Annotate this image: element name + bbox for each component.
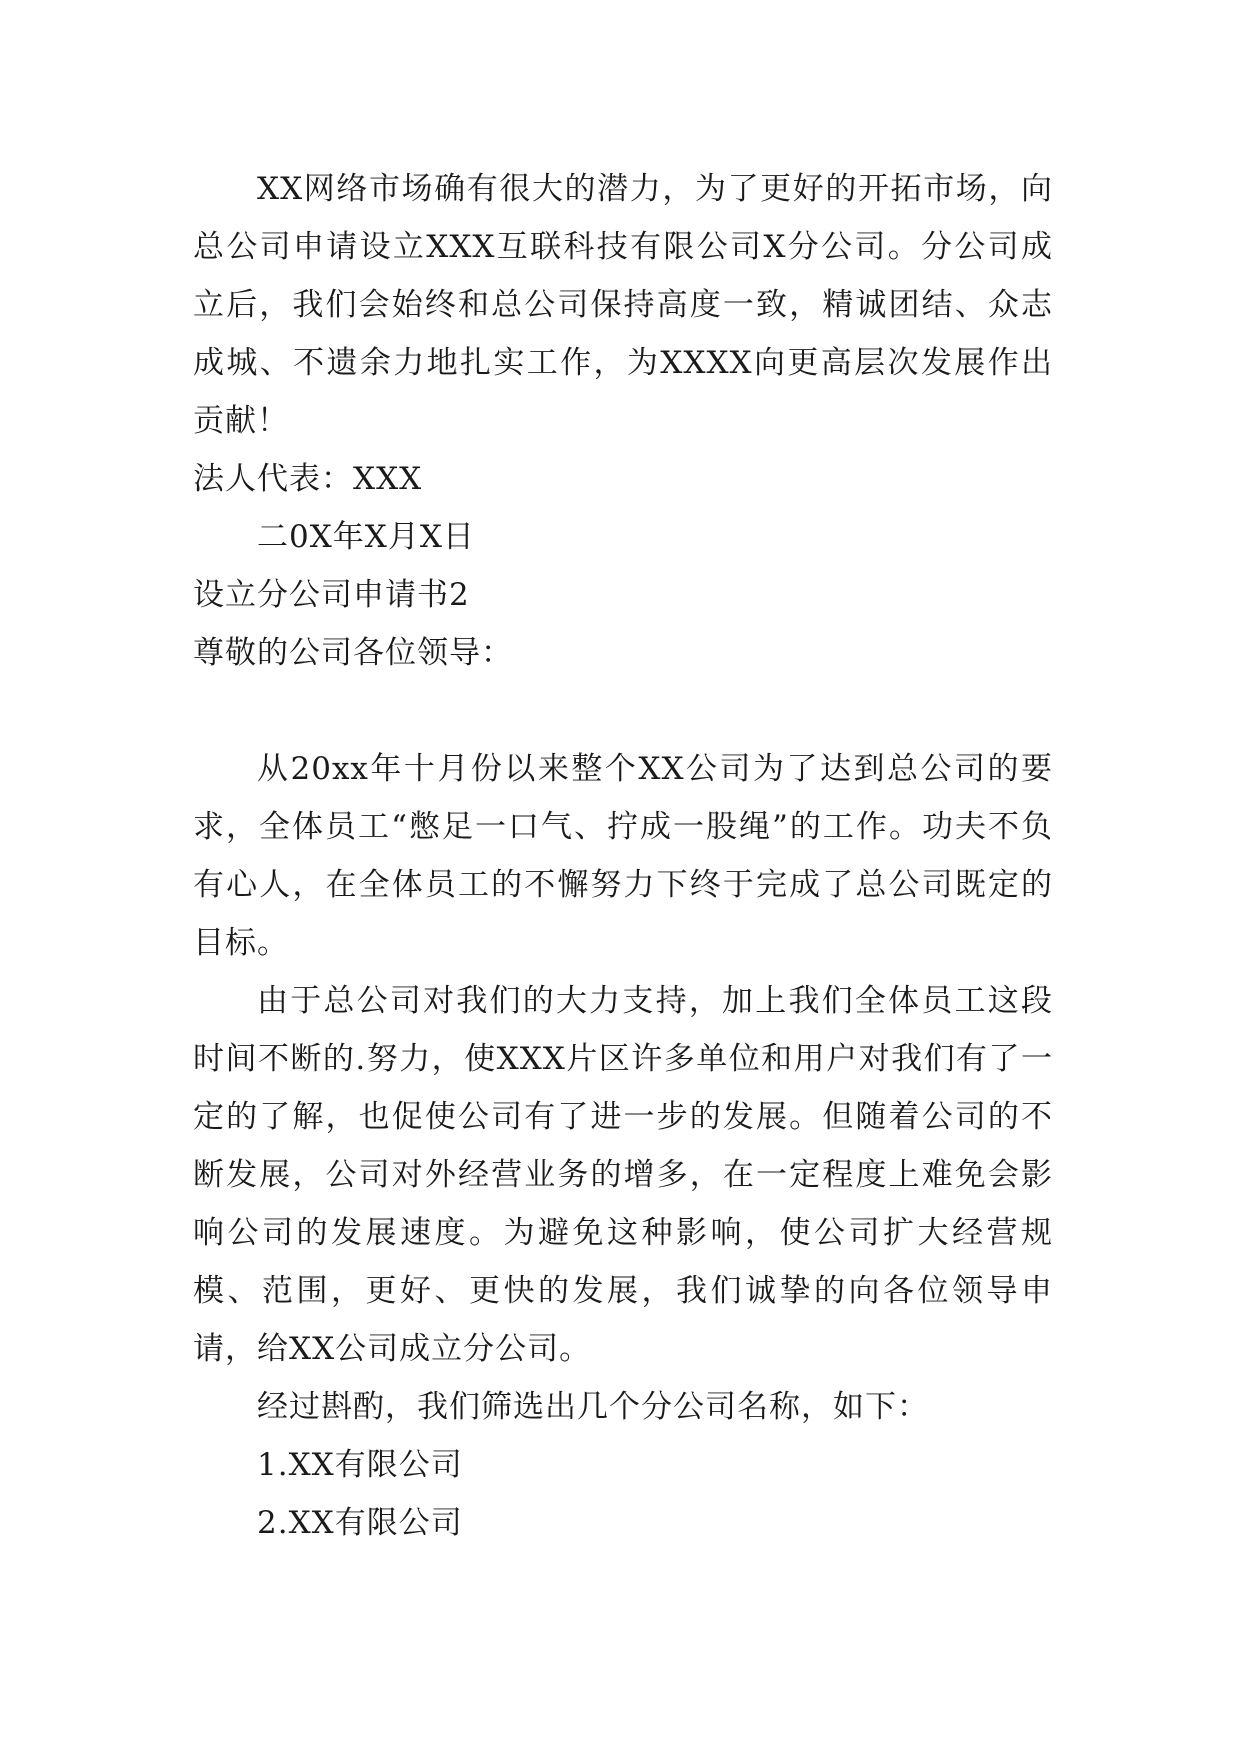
date-line: 二0X年X月X日: [257, 519, 475, 555]
paragraph-names-intro: 经过斟酌，我们筛选出几个分公司名称，如下：: [257, 1389, 929, 1425]
legal-representative: 法人代表：XXX: [193, 461, 423, 497]
section-title: 设立分公司申请书2: [193, 577, 470, 613]
paragraph-closing: XX网络市场确有很大的潜力，为了更好的开拓市场，向总公司申请设立XXX互联科技有限公司X分公司。分公司成立后，我们会始终和总公司保持高度一致，精诚团结、众志成城、不遗余力地扎实工作，为XXXX向更高层次发展作出贡献！: [193, 171, 1053, 439]
list-item: 1.XX有限公司: [257, 1447, 463, 1483]
paragraph-reason: 由于总公司对我们的大力支持，加上我们全体员工这段时间不断的.努力，使XXX片区许多单位和用户对我们有了一定的了解，也促使公司有了进一步的发展。但随着公司的不断发展，公司对外经营业务的增多，在一定程度上难免会影响公司的发展速度。为避免这种影响，使公司扩大经营规模、范围，更好、更快的发展，我们诚挚的向各位领导申请，给XX公司成立分公司。: [193, 983, 1053, 1367]
document-body: [193, 160, 1053, 1552]
list-item: 2.XX有限公司: [257, 1505, 463, 1541]
blank-line: [193, 682, 1053, 740]
paragraph-intro: 从20xx年十月份以来整个XX公司为了达到总公司的要求，全体员工“憋足一口气、拧成一股绳”的工作。功夫不负有心人，在全体员工的不懈努力下终于完成了总公司既定的目标。: [193, 751, 1053, 961]
salutation: 尊敬的公司各位领导：: [193, 635, 513, 671]
